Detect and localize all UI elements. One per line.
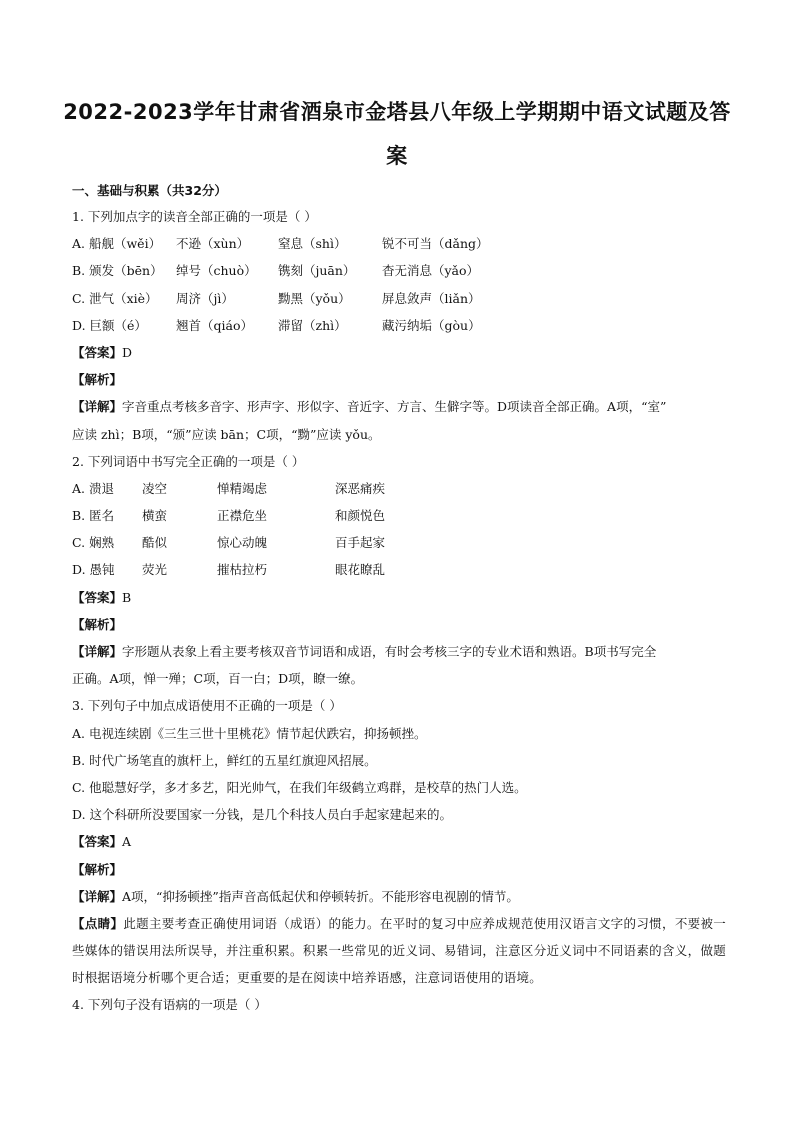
q1-answer	[72, 339, 726, 366]
q3-option-c: C. 他聪慧好学，多才多艺，阳光帅气，在我们年级鹤立鸡群，是校草的热门人选。	[72, 779, 527, 795]
q1-option-b	[72, 257, 726, 284]
q2-option-a	[72, 475, 726, 502]
option-item: D. 愚钝	[72, 562, 115, 578]
option-item: 屏息敛声（liǎn）	[382, 290, 481, 306]
answer-value: A	[122, 834, 132, 850]
option-item: 锐不可当（dǎng）	[382, 236, 489, 252]
q2-option-d	[72, 556, 726, 583]
q3-option-a: A. 电视连续剧《三生三世十里桃花》情节起伏跌宕，抑扬顿挫。	[72, 725, 427, 741]
analysis-tag: 【解析】	[72, 861, 123, 877]
option-item: 杳无消息（yǎo）	[382, 263, 480, 279]
question-3-stem: 3. 下列句子中加点成语使用不正确的一项是（ ）	[72, 698, 342, 714]
q2-option-c	[72, 529, 726, 556]
q3-option-d: D. 这个科研所没要国家一分钱，是几个科技人员白手起家建起来的。	[72, 807, 453, 823]
answer-tag: 【答案】	[72, 344, 123, 360]
option-item: D. 巨额（é）	[72, 317, 147, 333]
option-item: A. 船舰（wěi）	[72, 236, 162, 252]
page-title-continued: 案	[386, 144, 408, 168]
q2-detail-line-1	[72, 638, 726, 665]
option-item: 百手起家	[335, 535, 386, 551]
option-item: 黝黑（yǒu）	[278, 290, 351, 306]
q2-detail-line-2: 正确。A项，惮一殚；C项，百一白；D项，瞭一缭。	[72, 671, 364, 687]
detail-tag: 【详解】	[72, 399, 123, 415]
q2-answer	[72, 584, 726, 611]
option-item: 荧光	[142, 562, 168, 578]
q1-detail-line-2: 应读 zhì；B项，“颁”应读 bān；C项，“黝”应读 yǒu。	[72, 426, 381, 442]
option-item: 窒息（shì）	[278, 236, 347, 252]
q1-option-a	[72, 230, 726, 257]
option-item: 横蛮	[142, 508, 168, 524]
note-tag: 【点睛】	[72, 915, 124, 931]
option-item: 正襟危坐	[217, 508, 268, 524]
q1-option-d	[72, 312, 726, 339]
option-item: 周济（jì）	[176, 290, 234, 306]
q2-option-b	[72, 502, 726, 529]
detail-text: 字形题从表象上看主要考核双音节词语和成语，有时会考核三字的专业术语和熟语。B项书写完全	[122, 644, 657, 659]
detail-text: 字音重点考核多音字、形声字、形似字、音近字、方言、生僻字等。D项读音全部正确。A项，“室”	[122, 399, 667, 415]
answer-tag: 【答案】	[72, 834, 123, 850]
q2-analysis	[72, 611, 726, 638]
q1-detail-line-1	[72, 393, 726, 420]
option-item: 藏污纳垢（gòu）	[382, 317, 481, 333]
option-item: C. 娴熟	[72, 535, 115, 551]
option-item: 滞留（zhì）	[278, 317, 347, 333]
option-item: 绰号（chuò）	[176, 263, 257, 279]
option-item: 摧枯拉朽	[217, 562, 268, 578]
analysis-tag: 【解析】	[72, 372, 123, 388]
option-item: B. 匿名	[72, 508, 115, 524]
option-item: 镌刻（juān）	[278, 263, 356, 279]
q3-option-b: B. 时代广场笔直的旗杆上，鲜红的五星红旗迎风招展。	[72, 752, 377, 768]
option-item: B. 颁发（bēn）	[72, 263, 163, 279]
option-item: 深恶痛疾	[335, 480, 386, 496]
question-4-stem: 4. 下列句子没有语病的一项是（ ）	[72, 997, 267, 1013]
option-item: A. 溃退	[72, 480, 114, 496]
q3-detail	[72, 883, 726, 910]
question-2-stem: 2. 下列词语中书写完全正确的一项是（ ）	[72, 453, 305, 469]
option-item: 惊心动魄	[217, 535, 268, 551]
answer-value: D	[122, 344, 133, 360]
option-item: C. 泄气（xiè）	[72, 290, 158, 306]
note-text: 此题主要考查正确使用词语（成语）的能力。在平时的复习中应养成规范使用汉语言文字的习惯，不要被一些媒体的错误用法所误导，并注重积累。积累一些常见的近义词、易错词，注意区分近义词中不同语素的含义，做题时根据语境分析哪个更合适；更重要的是在阅读中培养语感，注意词语使用的语境。	[72, 915, 726, 986]
analysis-tag: 【解析】	[72, 616, 123, 632]
q3-note	[72, 910, 726, 992]
q1-option-c	[72, 285, 726, 312]
page-title: 2022-2023学年甘肃省酒泉市金塔县八年级上学期期中语文试题及答	[63, 100, 731, 124]
q3-answer	[72, 828, 726, 855]
detail-tag: 【详解】	[72, 888, 123, 904]
question-1-stem: 1. 下列加点字的读音全部正确的一项是（ ）	[72, 209, 317, 224]
section-heading: 一、基础与积累（共32分）	[72, 183, 227, 198]
detail-text: A项，“抑扬顿挫”指声音高低起伏和停顿转折。不能形容电视剧的情节。	[122, 888, 519, 904]
option-item: 凌空	[142, 480, 168, 496]
detail-tag: 【详解】	[72, 644, 123, 659]
question-body	[72, 203, 726, 1019]
option-item: 惮精竭虑	[217, 480, 268, 496]
answer-tag: 【答案】	[72, 589, 123, 605]
answer-value: B	[122, 589, 132, 605]
q1-analysis	[72, 366, 726, 393]
q3-analysis	[72, 856, 726, 883]
option-item: 翘首（qiáo）	[176, 317, 253, 333]
option-item: 眼花瞭乱	[335, 562, 386, 578]
option-item: 酷似	[142, 535, 168, 551]
option-item: 不逊（xùn）	[176, 236, 250, 252]
option-item: 和颜悦色	[335, 508, 386, 524]
